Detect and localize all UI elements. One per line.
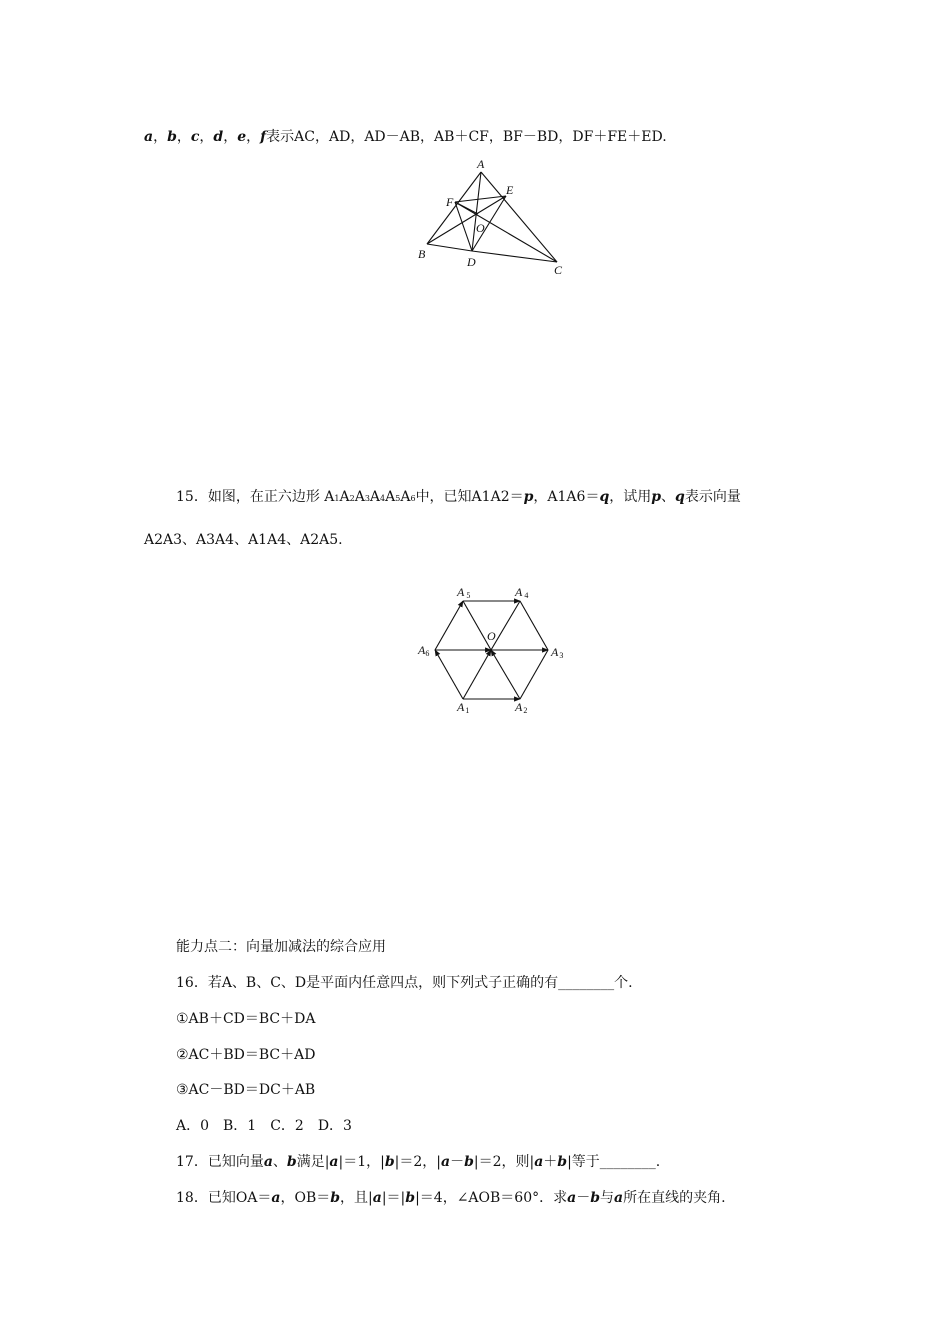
q17-t5: |＝2，| xyxy=(394,1154,441,1170)
q17-a: a xyxy=(263,1154,273,1170)
problem-16-choices: A．0 B．1 C．2 D．3 xyxy=(176,1118,352,1134)
q18-t8: 所在直线的夹角. xyxy=(623,1190,726,1206)
label-A6: A6 xyxy=(418,643,430,658)
problem-17 xyxy=(176,1152,660,1172)
label-A1: A1 xyxy=(457,700,470,715)
q18-b-3: b xyxy=(590,1190,600,1206)
q18-t4: |＝| xyxy=(381,1190,406,1206)
var-b: b xyxy=(167,129,177,145)
problem-16-option-2: ②AC＋BD＝BC＋AD xyxy=(176,1047,316,1063)
q17-b-3: b xyxy=(464,1154,474,1170)
q17-t1: 17．已知向量 xyxy=(176,1154,264,1170)
edge-a3-a4 xyxy=(520,601,548,650)
var-f: f xyxy=(260,129,267,145)
q18-t7: 与 xyxy=(600,1190,614,1206)
q17-a-3: a xyxy=(440,1154,451,1170)
q17-t4: |＝1，| xyxy=(338,1154,385,1170)
var-q-2: q xyxy=(675,489,685,505)
label-A5: A 5 xyxy=(457,585,471,600)
q15-given-2: ，A1A6＝ xyxy=(533,489,600,505)
q17-b-4: b xyxy=(557,1154,568,1170)
var-p: p xyxy=(523,489,534,505)
var-a: a xyxy=(144,129,154,145)
edge-a1-a6 xyxy=(435,650,463,699)
label-A3: A3 xyxy=(551,645,564,660)
q18-t3: ，且| xyxy=(340,1190,373,1206)
problem-16-option-1: ①AB＋CD＝BC＋DA xyxy=(176,1011,316,1027)
q17-t8: ＋ xyxy=(543,1154,558,1170)
q17-t3: 满足| xyxy=(296,1154,330,1170)
label-C: C xyxy=(554,263,563,277)
label-F: F xyxy=(446,195,454,209)
label-E: E xyxy=(506,183,514,197)
diag-a2-o xyxy=(491,650,520,699)
q17-t2: 、 xyxy=(272,1154,287,1170)
label-A: A xyxy=(477,157,485,171)
q17-t9: |等于________. xyxy=(567,1154,661,1170)
label-O-center: O xyxy=(487,629,496,643)
q18-t6: － xyxy=(576,1190,591,1206)
problem-15-line-1: 15．如图，在正六边形 A1A2A3A4A5A6中，已知A1A2＝p，A1A6＝q，试用p、q表示向量 xyxy=(176,489,741,505)
sub-5: 5 xyxy=(395,494,401,503)
sub-1: 1 xyxy=(334,494,340,503)
var-c: c xyxy=(190,129,200,145)
q18-t2: ，OB＝ xyxy=(280,1190,331,1206)
q17-t7: |＝2，则| xyxy=(473,1154,535,1170)
problem-16-stem: 16．若A、B、C、D是平面内任意四点，则下列式子正确的有________个. xyxy=(176,975,633,991)
label-B: B xyxy=(418,247,426,261)
diag-a1-o xyxy=(463,650,491,699)
sub-4: 4 xyxy=(380,494,386,503)
q18-b-2: b xyxy=(405,1190,416,1206)
q18-t5: |＝4，∠AOB＝60°．求 xyxy=(415,1190,568,1206)
q18-a-3: a xyxy=(567,1190,577,1206)
q15-intro: 15．如图，在正六边形 A xyxy=(176,489,335,505)
problem-14-line: a，b，c，d，e，f表示AC，AD，AD－AB，AB＋CF，BF－BD，DF＋FE＋ED. xyxy=(144,129,667,145)
q15-given: 中，已知A1A2＝ xyxy=(415,489,524,505)
q17-a-2: a xyxy=(329,1154,339,1170)
q18-a: a xyxy=(271,1190,281,1206)
var-e: e xyxy=(237,129,247,145)
problem-15-line-2: A2A3、A3A4、A1A4、A2A5. xyxy=(144,532,343,548)
sub-2: 2 xyxy=(349,494,355,503)
q17-t6: － xyxy=(450,1154,465,1170)
q15-sep: 、 xyxy=(661,489,676,505)
edge-a6-a5 xyxy=(435,601,463,650)
section-title: 能力点二：向量加减法的综合应用 xyxy=(176,939,386,955)
problem-14-text: 表示AC，AD，AD－AB，AB＋CF，BF－BD，DF＋FE＋ED. xyxy=(266,129,667,145)
problem-18 xyxy=(176,1188,726,1208)
var-p-2: p xyxy=(651,489,662,505)
problem-16-option-3: ③AC－BD＝DC＋AB xyxy=(176,1082,316,1098)
q15-use: ，试用 xyxy=(609,489,652,505)
q18-a-2: a xyxy=(372,1190,382,1206)
sub-3: 3 xyxy=(364,494,370,503)
q17-b: b xyxy=(286,1154,297,1170)
q18-a-4: a xyxy=(614,1190,624,1206)
q17-a-4: a xyxy=(534,1154,544,1170)
edge-a2-a3 xyxy=(520,650,548,699)
q18-b: b xyxy=(330,1190,341,1206)
q15-express: 表示向量 xyxy=(684,489,741,505)
sub-6: 6 xyxy=(410,494,416,503)
var-d: d xyxy=(213,129,224,145)
label-A4: A 4 xyxy=(515,585,529,600)
q17-b-2: b xyxy=(384,1154,395,1170)
var-q: q xyxy=(599,489,610,505)
label-D: D xyxy=(467,255,476,269)
q18-t1: 18．已知OA＝ xyxy=(176,1190,272,1206)
label-A2: A2 xyxy=(515,700,528,715)
label-O: O xyxy=(476,221,485,235)
